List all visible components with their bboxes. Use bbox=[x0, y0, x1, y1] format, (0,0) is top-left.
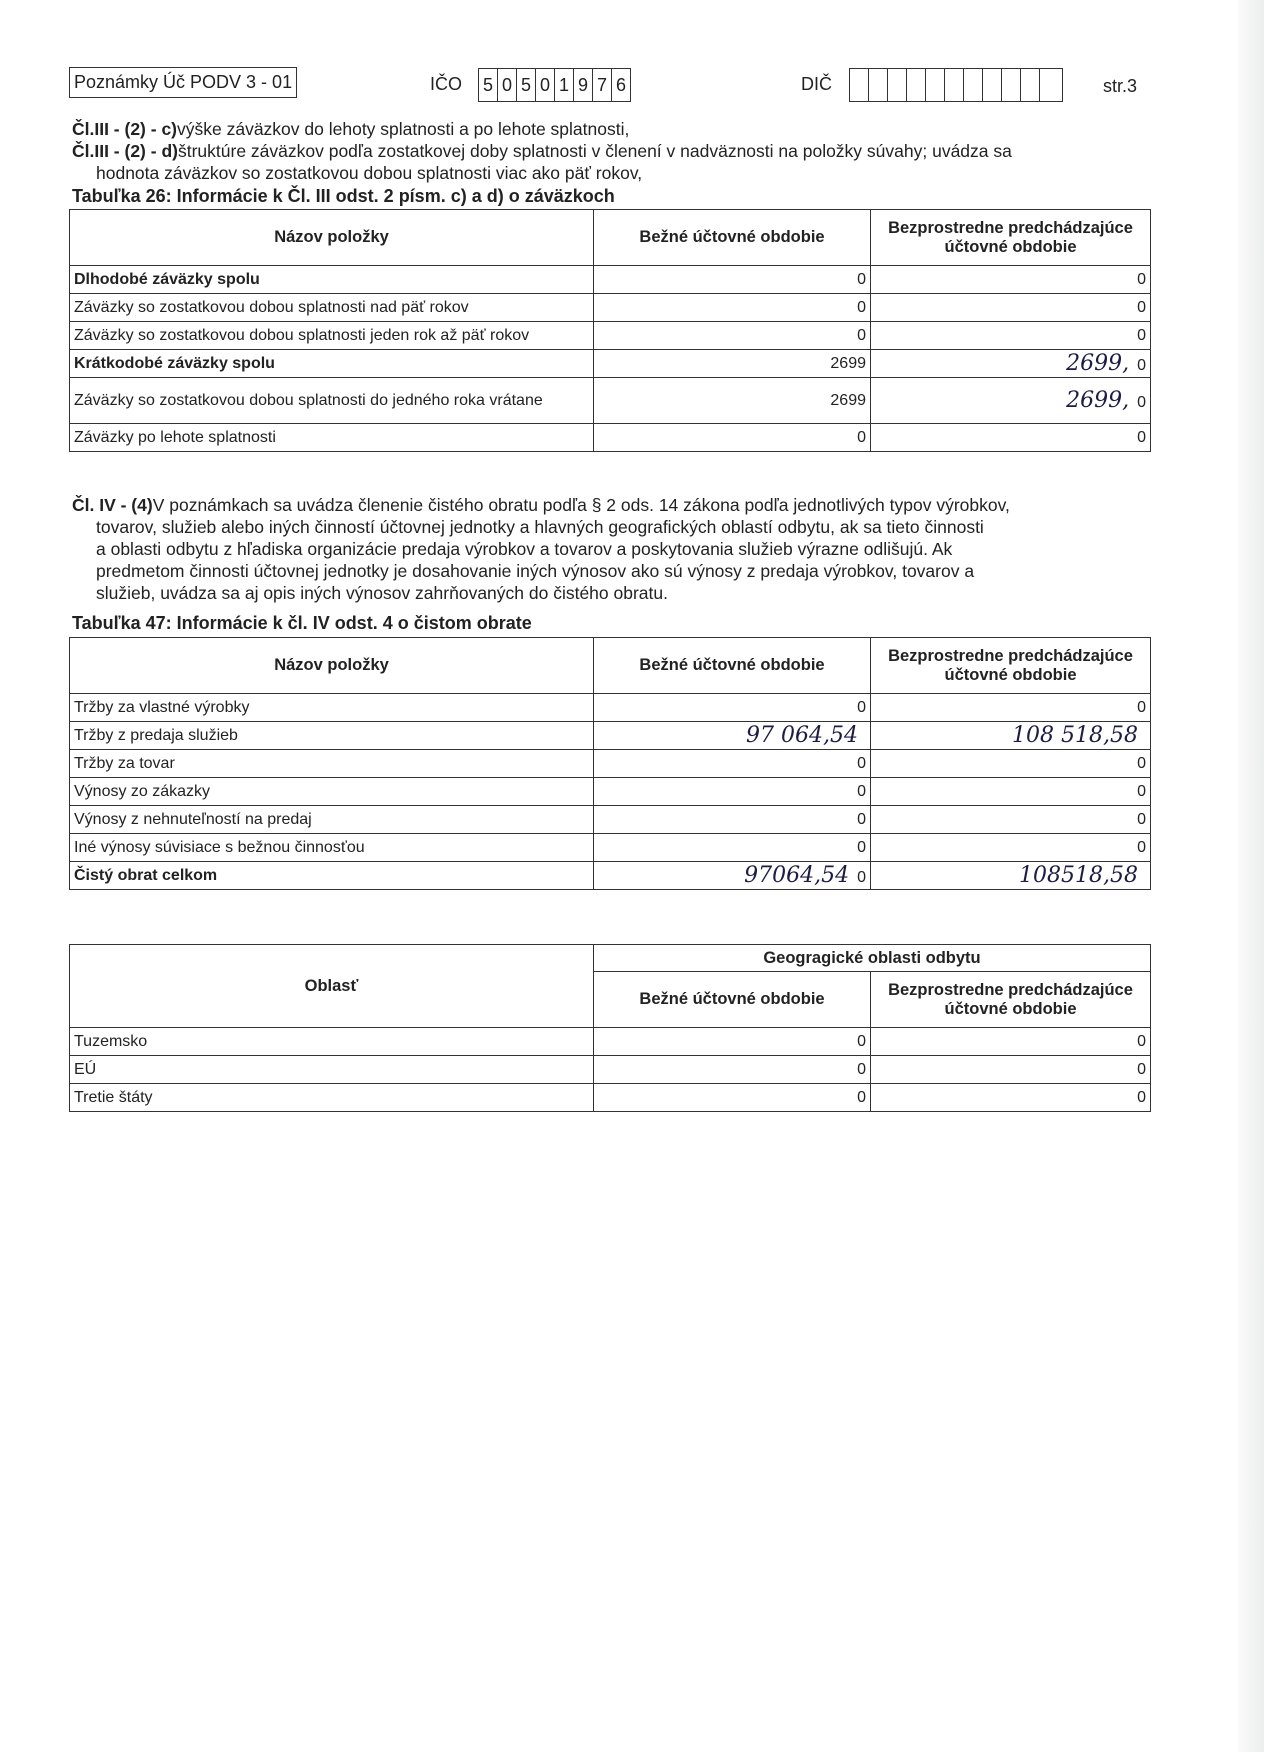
handwritten-value: 108 518,58 bbox=[1012, 723, 1138, 748]
previous-value: 0 bbox=[1137, 326, 1146, 344]
table-row bbox=[70, 778, 1151, 806]
table-cell bbox=[594, 294, 871, 322]
table-26 bbox=[69, 209, 1151, 452]
table-cell bbox=[871, 862, 1151, 890]
section4-text bbox=[72, 494, 1172, 604]
row-name: Čistý obrat celkom bbox=[74, 866, 218, 884]
col-header: Bezprostredne predchádzajúce účtovné obdobie bbox=[871, 638, 1151, 694]
current-value: 2699 bbox=[830, 354, 866, 372]
row-name: Tržby z predaja služieb bbox=[74, 726, 238, 744]
table-cell bbox=[70, 862, 594, 890]
row-name: Výnosy zo zákazky bbox=[74, 782, 211, 800]
previous-value: 0 bbox=[1137, 298, 1146, 316]
table-row bbox=[70, 834, 1151, 862]
table-row bbox=[70, 424, 1151, 452]
col-header: Oblasť bbox=[70, 945, 594, 1028]
current-value: 0 bbox=[857, 1060, 866, 1078]
previous-value: 0 bbox=[1137, 698, 1146, 716]
table-cell bbox=[871, 1084, 1151, 1112]
table-cell bbox=[594, 1056, 871, 1084]
table-cell bbox=[70, 1028, 594, 1056]
previous-value: 0 bbox=[1137, 810, 1146, 828]
section3-text bbox=[72, 118, 1172, 184]
row-name: Tretie štáty bbox=[74, 1088, 153, 1106]
ico-digit: 6 bbox=[615, 75, 626, 95]
table-cell bbox=[594, 1084, 871, 1112]
row-name: EÚ bbox=[74, 1060, 97, 1078]
ico-digit: 9 bbox=[574, 69, 593, 101]
table-row bbox=[70, 722, 1151, 750]
current-value: 0 bbox=[857, 270, 866, 288]
table-47 bbox=[69, 637, 1151, 890]
table-cell bbox=[70, 750, 594, 778]
table-row bbox=[70, 750, 1151, 778]
table-cell bbox=[70, 294, 594, 322]
table-cell bbox=[594, 694, 871, 722]
table-cell bbox=[871, 722, 1151, 750]
table-row bbox=[70, 862, 1151, 890]
table-cell bbox=[594, 266, 871, 294]
col-header: Bezprostredne predchádzajúce účtovné obdobie bbox=[871, 210, 1151, 266]
table-cell bbox=[871, 350, 1151, 378]
row-name: Záväzky so zostatkovou dobou splatnosti do jedného roka vrátane bbox=[74, 391, 543, 409]
s4-line: predmetom činnosti účtovnej jednotky je dosahovanie iných výnosov ako sú výnosy z predaja výrobkov, tovarov a bbox=[96, 561, 975, 581]
table-cell bbox=[871, 424, 1151, 452]
ico-digit: 1 bbox=[555, 69, 574, 101]
row-name: Krátkodobé záväzky spolu bbox=[74, 354, 275, 372]
current-value: 2699 bbox=[830, 391, 866, 409]
col-header: Bežné účtovné obdobie bbox=[594, 972, 871, 1028]
table-cell bbox=[594, 378, 871, 424]
table-cell bbox=[871, 834, 1151, 862]
table-cell bbox=[594, 722, 871, 750]
col-header: Bežné účtovné obdobie bbox=[594, 210, 871, 266]
table-cell bbox=[594, 778, 871, 806]
table-row bbox=[70, 266, 1151, 294]
row-name: Záväzky so zostatkovou dobou splatnosti jeden rok až päť rokov bbox=[74, 326, 530, 344]
table-row bbox=[70, 694, 1151, 722]
table-cell bbox=[871, 294, 1151, 322]
previous-value: 0 bbox=[1137, 394, 1146, 411]
current-value: 0 bbox=[857, 1032, 866, 1050]
previous-value: 0 bbox=[1137, 1088, 1146, 1106]
table-cell bbox=[871, 266, 1151, 294]
row-name: Záväzky so zostatkovou dobou splatnosti nad päť rokov bbox=[74, 298, 469, 316]
table-cell bbox=[70, 266, 594, 294]
s4-line: tovarov, služieb alebo iných činností účtovnej jednotky a hlavných geografických oblastí odbytu, ak sa tieto činnosti bbox=[96, 517, 984, 537]
table-cell bbox=[871, 778, 1151, 806]
row-name: Tržby za vlastné výrobky bbox=[74, 698, 250, 716]
previous-value: 0 bbox=[1137, 1032, 1146, 1050]
current-value: 0 bbox=[857, 1088, 866, 1106]
table-cell bbox=[594, 834, 871, 862]
s4-line: služieb, uvádza sa aj opis iných výnosov zahrňovaných do čistého obratu. bbox=[96, 583, 668, 603]
row-name: Záväzky po lehote splatnosti bbox=[74, 428, 276, 446]
table-row bbox=[70, 294, 1151, 322]
table-cell bbox=[70, 1084, 594, 1112]
scan-edge bbox=[1238, 0, 1264, 1752]
s4-line: a oblasti odbytu z hľadiska organizácie predaja výrobkov a tovarov a poskytovania služieb výrazne odlišujú. Ak bbox=[96, 539, 953, 559]
handwritten-value: 2699, bbox=[1066, 351, 1130, 376]
table-row bbox=[70, 1028, 1151, 1056]
current-value: 0 bbox=[857, 810, 866, 828]
table-row bbox=[70, 322, 1151, 350]
s3-c-prefix: Čl.III - (2) - c) bbox=[72, 119, 177, 139]
handwritten-value: 97 064,54 bbox=[746, 723, 858, 748]
table-row bbox=[70, 350, 1151, 378]
col-header: Názov položky bbox=[70, 210, 594, 266]
previous-value: 0 bbox=[1137, 782, 1146, 800]
s4-line: V poznámkach sa uvádza členenie čistého obratu podľa § 2 ods. 14 zákona podľa jednotlivých typov výrobkov, bbox=[152, 495, 1010, 515]
table-row bbox=[70, 378, 1151, 424]
current-value: 0 bbox=[857, 326, 866, 344]
ico-digit: 5 bbox=[479, 69, 498, 101]
handwritten-value: 108518,58 bbox=[1019, 863, 1138, 888]
current-value: 0 bbox=[857, 754, 866, 772]
table-cell bbox=[70, 806, 594, 834]
table-cell bbox=[594, 350, 871, 378]
ico-digit: 0 bbox=[498, 69, 517, 101]
previous-value: 0 bbox=[1137, 1060, 1146, 1078]
form-label: Poznámky Úč PODV 3 - 01 bbox=[69, 67, 297, 98]
table-cell bbox=[871, 806, 1151, 834]
current-value: 0 bbox=[857, 428, 866, 446]
table-row bbox=[70, 806, 1151, 834]
table-cell bbox=[871, 750, 1151, 778]
table-cell bbox=[594, 1028, 871, 1056]
handwritten-value: 97064,54 bbox=[744, 863, 850, 888]
current-value: 0 bbox=[857, 869, 866, 886]
handwritten-value: 2699, bbox=[1066, 388, 1130, 413]
dic-label: DIČ bbox=[801, 74, 832, 94]
ico-label: IČO bbox=[430, 74, 463, 94]
table-cell bbox=[871, 694, 1151, 722]
ico-digit: 5 bbox=[517, 69, 536, 101]
table-cell bbox=[594, 424, 871, 452]
table-cell bbox=[594, 862, 871, 890]
s4-prefix: Čl. IV - (4) bbox=[72, 495, 153, 515]
row-name: Výnosy z nehnuteľností na predaj bbox=[74, 810, 312, 828]
table-cell bbox=[594, 806, 871, 834]
table-cell bbox=[594, 322, 871, 350]
table-cell bbox=[70, 322, 594, 350]
row-name: Iné výnosy súvisiace s bežnou činnosťou bbox=[74, 838, 365, 856]
table-row bbox=[70, 1084, 1151, 1112]
s3-d-text: štruktúre záväzkov podľa zostatkovej doby splatnosti v členení v nadväznosti na položky súvahy; uvádza sa bbox=[177, 141, 1012, 161]
table-cell bbox=[70, 1056, 594, 1084]
col-header: Bezprostredne predchádzajúce účtovné obdobie bbox=[871, 972, 1151, 1028]
s3-d-text-cont: hodnota záväzkov so zostatkovou dobou splatnosti viac ako päť rokov, bbox=[96, 163, 643, 183]
current-value: 0 bbox=[857, 782, 866, 800]
table47-title: Tabuľka 47: Informácie k čl. IV odst. 4 o čistom obrate bbox=[72, 613, 532, 633]
current-value: 0 bbox=[857, 838, 866, 856]
previous-value: 0 bbox=[1137, 357, 1146, 374]
table-cell bbox=[70, 350, 594, 378]
table-cell bbox=[70, 378, 594, 424]
ico-digits bbox=[478, 68, 631, 102]
s3-c-text: výške záväzkov do lehoty splatnosti a po lehote splatnosti, bbox=[177, 119, 630, 139]
row-name: Tuzemsko bbox=[74, 1032, 148, 1050]
group-header: Geogragické oblasti odbytu bbox=[594, 945, 1151, 972]
col-header: Názov položky bbox=[70, 638, 594, 694]
table-row bbox=[70, 1056, 1151, 1084]
page-number: str.3 bbox=[1103, 76, 1138, 96]
table-cell bbox=[70, 778, 594, 806]
col-header: Bežné účtovné obdobie bbox=[594, 638, 871, 694]
row-name: Dlhodobé záväzky spolu bbox=[74, 270, 260, 288]
table-cell bbox=[70, 424, 594, 452]
previous-value: 0 bbox=[1137, 754, 1146, 772]
table-cell bbox=[871, 1056, 1151, 1084]
table-cell bbox=[70, 722, 594, 750]
ico-digit: 7 bbox=[593, 69, 612, 101]
table26-title: Tabuľka 26: Informácie k Čl. III odst. 2 písm. c) a d) o záväzkoch bbox=[72, 186, 615, 206]
table-cell bbox=[871, 378, 1151, 424]
table-cell bbox=[70, 834, 594, 862]
table-cell bbox=[871, 1028, 1151, 1056]
dic-digits bbox=[849, 68, 1063, 102]
table-cell bbox=[70, 694, 594, 722]
table-cell bbox=[871, 322, 1151, 350]
s3-d-prefix: Čl.III - (2) - d) bbox=[72, 141, 178, 161]
table-cell bbox=[594, 750, 871, 778]
row-name: Tržby za tovar bbox=[74, 754, 175, 772]
previous-value: 0 bbox=[1137, 270, 1146, 288]
ico-digit: 0 bbox=[536, 69, 555, 101]
previous-value: 0 bbox=[1137, 428, 1146, 446]
table-geo bbox=[69, 944, 1151, 1112]
current-value: 0 bbox=[857, 298, 866, 316]
current-value: 0 bbox=[857, 698, 866, 716]
previous-value: 0 bbox=[1137, 838, 1146, 856]
